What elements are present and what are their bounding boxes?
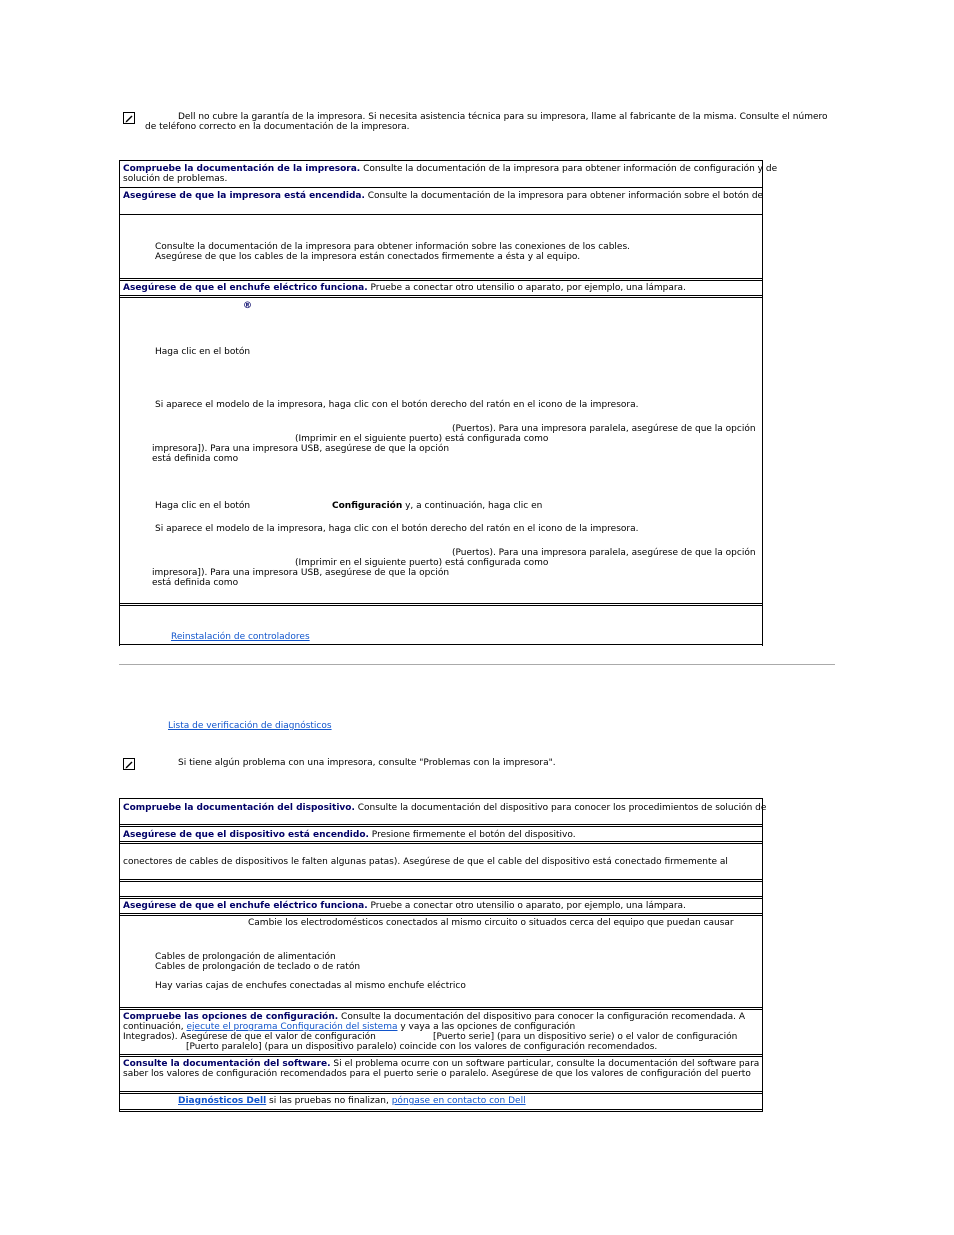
reinstall-drivers-link[interactable]: Reinstalación de controladores xyxy=(171,632,310,642)
ports-text-2: (Puertos). Para una impresora paralela, asegúrese de que la opción xyxy=(452,548,756,558)
printer-note-text: Dell no cubre la garantía de la impresora. Si necesita asistencia técnica para su impresora, llame al fabricante de la misma. Consulte el número xyxy=(178,112,828,122)
diagnostics-text: si las pruebas no finalizan, xyxy=(266,1096,392,1106)
outlet-row xyxy=(123,283,686,293)
section-separator xyxy=(119,664,835,665)
note-pencil-icon xyxy=(123,112,135,124)
config-options-text: Consulte la documentación del dispositivo para conocer la configuración recomendada. A xyxy=(338,1012,746,1022)
config-options-line-4: [Puerto paralelo] (para un dispositivo paralelo) coincide con los valores de configuración recomendados. xyxy=(186,1042,658,1052)
device-cable-text: conectores de cables de dispositivos le falten algunas patas). Asegúrese de que el cable del dispositivo está conectado firmemente al xyxy=(123,857,728,867)
print-port-text-2: (Imprimir en el siguiente puerto) está configurada como xyxy=(295,558,549,568)
printer-docs-row xyxy=(123,164,777,174)
printer-docs-heading: Compruebe la documentación de la impresora. xyxy=(123,164,361,174)
config-step xyxy=(332,501,542,511)
device-outlet-heading: Asegúrese de que el enchufe eléctrico funciona. xyxy=(123,901,368,911)
cable-info-line-1: Consulte la documentación de la impresora para obtener información sobre las conexiones de los cables. xyxy=(155,242,630,252)
outlet-heading: Asegúrese de que el enchufe eléctrico funciona. xyxy=(123,283,368,293)
outlet-text: Pruebe a conectar otro utensilio o aparato, por ejemplo, una lámpara. xyxy=(367,283,686,293)
diagnostics-row xyxy=(178,1096,526,1106)
device-note-text: Si tiene algún problema con una impresora, consulte "Problemas con la impresora". xyxy=(178,758,556,768)
software-docs-text: Si el problema ocurre con un software particular, consulte la documentación del software para xyxy=(330,1059,760,1069)
start-click-2: Haga clic en el botón xyxy=(155,501,251,511)
printer-on-heading: Asegúrese de que la impresora está encendida. xyxy=(123,191,365,201)
usb-text-2: impresora]). Para una impresora USB, asegúrese de que la opción xyxy=(152,568,450,578)
printer-docs-text-2: solución de problemas. xyxy=(123,174,228,184)
config-options-line-3b: [Puerto serie] (para un dispositivo serie) o el valor de configuración xyxy=(433,1032,738,1042)
dell-diagnostics-link[interactable]: Diagnósticos Dell xyxy=(178,1096,267,1106)
diagnostics-checklist-link[interactable]: Lista de verificación de diagnósticos xyxy=(168,721,332,731)
device-on-text: Presione firmemente el botón del dispositivo. xyxy=(368,830,576,840)
software-docs-text-2: saber los valores de configuración recomendados para el puerto serie o paralelo. Asegúrese de que los valores de configuración del puerto xyxy=(123,1069,751,1079)
config-options-after-link: y vaya a las opciones de configuración xyxy=(397,1022,576,1032)
software-docs-heading: Consulte la documentación del software. xyxy=(123,1059,331,1069)
config-options-heading: Compruebe las opciones de configuración. xyxy=(123,1012,339,1022)
interference-line-2: Cables de prolongación de alimentación xyxy=(155,952,336,962)
usb-text-1: impresora]). Para una impresora USB, asegúrese de que la opción xyxy=(152,444,450,454)
note-pencil-icon xyxy=(123,758,135,770)
ports-text-1: (Puertos). Para una impresora paralela, asegúrese de que la opción xyxy=(452,424,756,434)
device-docs-heading: Compruebe la documentación del dispositivo. xyxy=(123,803,355,813)
device-outlet-row xyxy=(123,901,686,911)
interference-line-3: Cables de prolongación de teclado o de ratón xyxy=(155,962,361,972)
device-docs-row xyxy=(123,803,766,813)
defined-as-1: está definida como xyxy=(152,454,239,464)
contact-dell-link[interactable]: póngase en contacto con Dell xyxy=(391,1096,526,1106)
printer-model-1: Si aparece el modelo de la impresora, haga clic con el botón derecho del ratón en el icono de la impresora. xyxy=(155,400,639,410)
interference-line-1: Cambie los electrodomésticos conectados al mismo circuito o situados cerca del equipo que puedan causar xyxy=(248,918,734,928)
device-docs-text: Consulte la documentación del dispositivo para conocer los procedimientos de solución de xyxy=(354,803,767,813)
config-options-cont: continuación, xyxy=(123,1022,187,1032)
system-setup-link[interactable]: ejecute el programa Configuración del sistema xyxy=(186,1022,398,1032)
cable-info-line-2: Asegúrese de que los cables de la impresora están conectados firmemente a ésta y al equipo. xyxy=(155,252,581,262)
config-options-row xyxy=(123,1012,745,1022)
config-label: Configuración xyxy=(332,501,403,511)
print-port-text-1: (Imprimir en el siguiente puerto) está configurada como xyxy=(295,434,549,444)
defined-as-2: está definida como xyxy=(152,578,239,588)
printer-note-text-2: de teléfono correcto en la documentación de la impresora. xyxy=(145,122,410,132)
config-after: y, a continuación, haga clic en xyxy=(402,501,543,511)
config-options-line-3a: Integrados). Asegúrese de que el valor de configuración xyxy=(123,1032,376,1042)
printer-on-text: Consulte la documentación de la impresora para obtener información sobre el botón de xyxy=(364,191,764,201)
registered-mark: ® xyxy=(243,301,252,311)
printer-model-2: Si aparece el modelo de la impresora, haga clic con el botón derecho del ratón en el icono de la impresora. xyxy=(155,524,639,534)
start-click-1: Haga clic en el botón xyxy=(155,347,251,357)
printer-docs-text: Consulte la documentación de la impresora para obtener información de configuración y de xyxy=(360,164,778,174)
config-options-line-2 xyxy=(123,1022,575,1032)
interference-line-4: Hay varias cajas de enchufes conectadas al mismo enchufe eléctrico xyxy=(155,981,466,991)
device-on-heading: Asegúrese de que el dispositivo está encendido. xyxy=(123,830,369,840)
software-docs-row xyxy=(123,1059,759,1069)
printer-on-row xyxy=(123,191,763,201)
device-on-row xyxy=(123,830,576,840)
device-outlet-text: Pruebe a conectar otro utensilio o aparato, por ejemplo, una lámpara. xyxy=(367,901,686,911)
